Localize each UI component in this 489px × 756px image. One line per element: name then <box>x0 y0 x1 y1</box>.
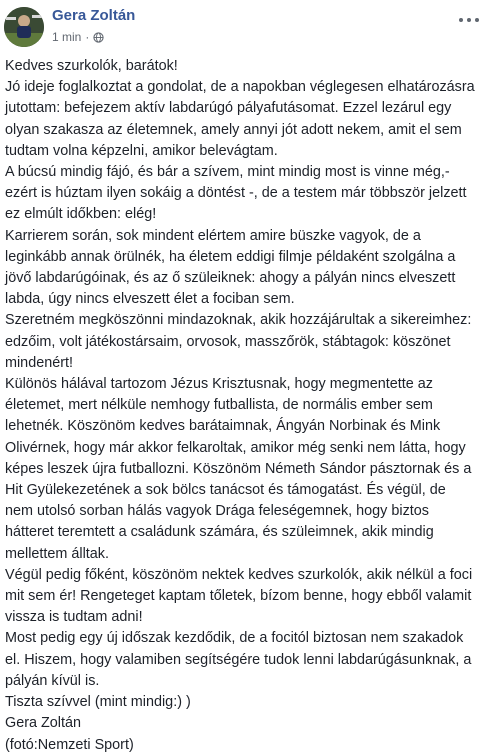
post-line: Végül pedig főként, köszönöm nektek kedves szurkolók, akik nélkül a foci <box>5 566 473 583</box>
post-line: olyan szakasza az életemnek, amely annyi jót adott nekem, amit el sem <box>5 121 462 138</box>
post-line: ez elmúlt időkben: elég! <box>5 206 157 223</box>
post-line: el. Hiszem, hogy valamiben segítségére tudok lenni labdarúgásunknak, a <box>5 651 472 668</box>
post-line: A búcsú mindig fájó, és bár a szívem, mint mindig most is vinne még,- <box>5 164 450 181</box>
more-options-icon[interactable] <box>459 14 479 26</box>
post-line: edzőim, volt játékostársaim, orvosok, masszőrök, stábtagok: köszönet <box>5 333 451 350</box>
post-line: jövő labdarúgóinak, és az ő szüleiknek: ahogy a pályán nincs elveszett <box>5 270 456 287</box>
post-line: képes leszek újra futballozni. Köszönöm Németh Sándor pásztornak és a <box>5 460 472 477</box>
post-line: mellettem álltak. <box>5 545 109 562</box>
avatar-image <box>4 7 44 47</box>
post-line: Jó ideje foglalkoztat a gondolat, de a napokban véglegesen elhatározásra <box>5 79 475 96</box>
post-line: pályán kívül is. <box>5 672 100 689</box>
post-line: mit sem ér! Rengeteget kaptam tőletek, bízom benne, hogy ebből valamit <box>5 588 472 605</box>
author-name[interactable]: Gera Zoltán <box>52 7 136 24</box>
post-line: lehetnék. Köszönöm kedves barátaimnak, Ángyán Norbinak és Mink <box>5 418 441 435</box>
post-line: Karrierem során, sok mindent elértem amire büszke vagyok, de a <box>5 227 421 244</box>
post-line: Kedves szurkolók, barátok! <box>5 58 178 74</box>
post-line: tudtam volna képzelni, amikor belevágtam. <box>5 142 278 159</box>
post-line: Tiszta szívvel (mint mindig:) ) <box>5 694 191 711</box>
post-line: labda, úgy nincs elveszett élet a fociban sem. <box>5 291 295 308</box>
post-line: Gera Zoltán <box>5 715 81 732</box>
post-line: leginkább annak örülnék, ha életem eddigi filmje példaként szolgálna a <box>5 248 456 265</box>
post-line: hátteret teremtett a családunk számára, és szüleimnek, akik mindig <box>5 524 434 541</box>
post-line: vissza is tudtam adni! <box>5 609 143 626</box>
post-line: jutottam: befejezem aktív labdarúgó pályafutásomat. Ezzel lezárul egy <box>5 100 452 117</box>
post-line: Most pedig egy új időszak kezdődik, de a focitól biztosan nem szakadok <box>5 630 464 647</box>
post-line: Különös hálával tartozom Jézus Krisztusnak, hogy megmentette az <box>5 376 433 393</box>
post-line: nem utolsó sorban hálás vagyok Drága feleségemnek, hogy biztos <box>5 503 429 520</box>
meta-separator: · <box>85 30 90 44</box>
avatar[interactable] <box>4 7 44 47</box>
post-meta <box>52 30 104 44</box>
post-line: Olivérnek, hogy már akkor felkaroltak, amikor még senki nem látta, hogy <box>5 439 466 456</box>
post-line: Szeretném megköszönni mindazoknak, akik hozzájárultak a sikereimhez: <box>5 312 472 329</box>
globe-icon <box>93 32 104 43</box>
post-text <box>5 56 483 756</box>
post-line: mindenért! <box>5 354 73 371</box>
post-line: életemet, mert nélküle nemhogy futballista, de normális ember sem <box>5 397 433 414</box>
post-line: Hit Gyülekezetének a sok bölcs tanácsot és támogatást. És végül, de <box>5 482 446 499</box>
post-time[interactable]: 1 min <box>52 30 82 44</box>
post-header <box>0 0 489 52</box>
post-line: ezért is húztam ilyen sokáig a döntést -, de a testem már többször jelzett <box>5 185 467 202</box>
post-line: (fotó:Nemzeti Sport) <box>5 736 134 753</box>
